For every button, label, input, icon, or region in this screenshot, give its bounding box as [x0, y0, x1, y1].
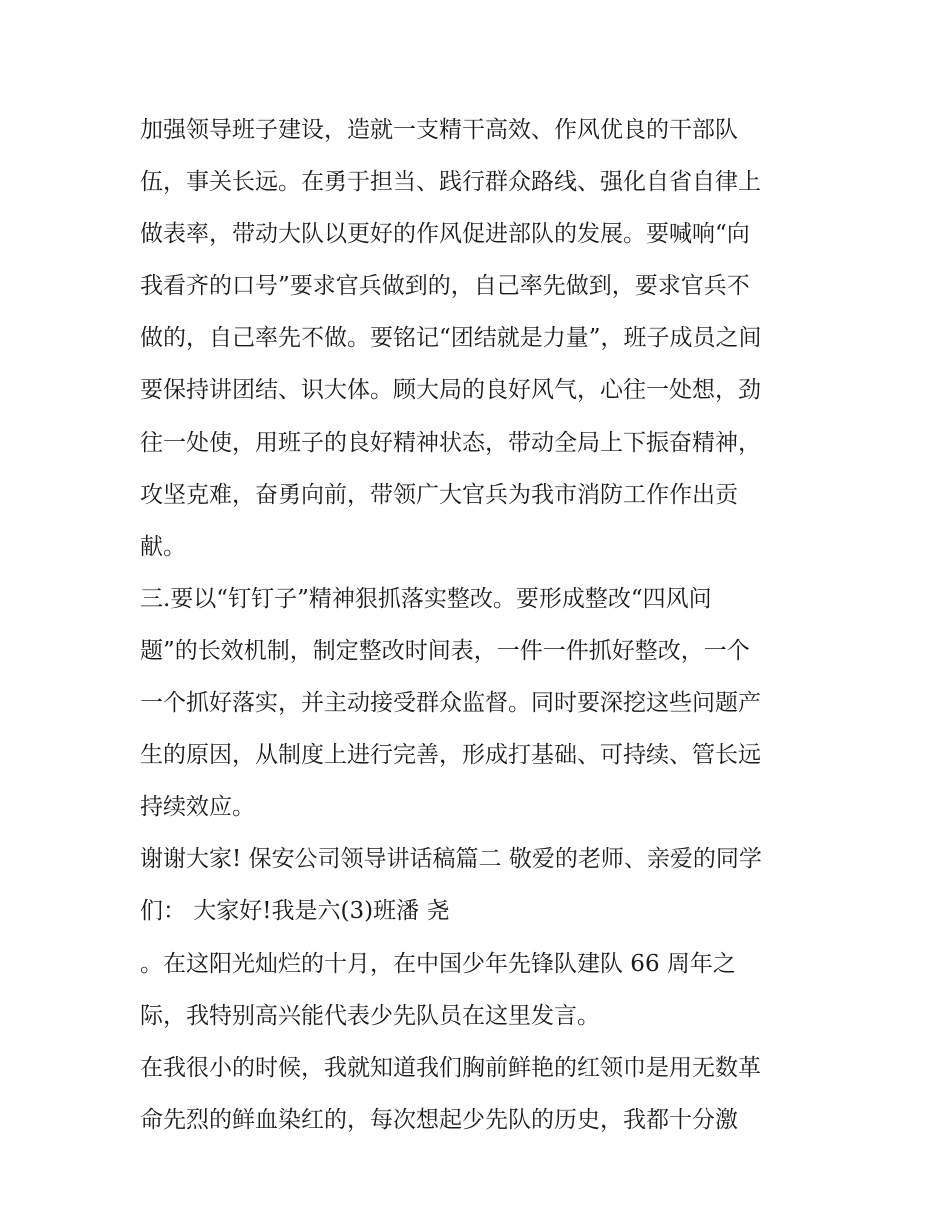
text-line: 际，我特别高兴能代表少先队员在这里发言。	[140, 1002, 600, 1029]
text-line: 持续效应。	[140, 794, 255, 821]
text-line: 。在这阳光灿烂的十月，在中国少年先锋队建队 66 周年之	[140, 950, 736, 977]
document-body	[140, 104, 820, 1146]
section-heading-line: 三.要以“钉钉子”精神狠抓落实整改。要形成整改“四风问	[140, 585, 712, 612]
text-line: 献。	[140, 533, 186, 560]
text-line: 在我很小的时候，我就知道我们胸前鲜艳的红领巾是用无数革	[140, 1054, 761, 1081]
text-line: 往一处使，用班子的良好精神状态，带动全局上下振奋精神，	[140, 429, 761, 456]
text-line: 做表率，带动大队以更好的作风促进部队的发展。要喊响“向	[140, 221, 750, 248]
text-line: 生的原因，从制度上进行完善，形成打基础、可持续、管长远	[140, 742, 761, 769]
text-line: 做的，自己率先不做。要铭记“团结就是力量”，班子成员之间	[140, 325, 762, 352]
text-line: 题”的长效机制，制定整改时间表，一件一件抓好整改，一个	[140, 637, 750, 664]
text-line: 谢谢大家! 保安公司领导讲话稿篇二 敬爱的老师、亲爱的同学	[140, 846, 762, 873]
text-line: 伍，事关长远。在勇于担当、践行群众路线、强化自省自律上	[140, 169, 761, 196]
text-line: 们： 大家好!我是六(3)班潘 尧	[140, 898, 450, 925]
text-line: 一个抓好落实，并主动接受群众监督。同时要深挖这些问题产	[140, 690, 761, 717]
text-line: 加强领导班子建设，造就一支精干高效、作风优良的干部队	[140, 117, 738, 143]
text-line: 要保持讲团结、识大体。顾大局的良好风气，心往一处想，劲	[140, 377, 761, 404]
text-line: 命先烈的鲜血染红的，每次想起少先队的历史，我都十分激	[140, 1106, 738, 1133]
text-line: 我看齐的口号”要求官兵做到的，自己率先做到，要求官兵不	[140, 273, 750, 300]
text-line: 攻坚克难，奋勇向前，带领广大官兵为我市消防工作作出贡	[140, 481, 738, 508]
